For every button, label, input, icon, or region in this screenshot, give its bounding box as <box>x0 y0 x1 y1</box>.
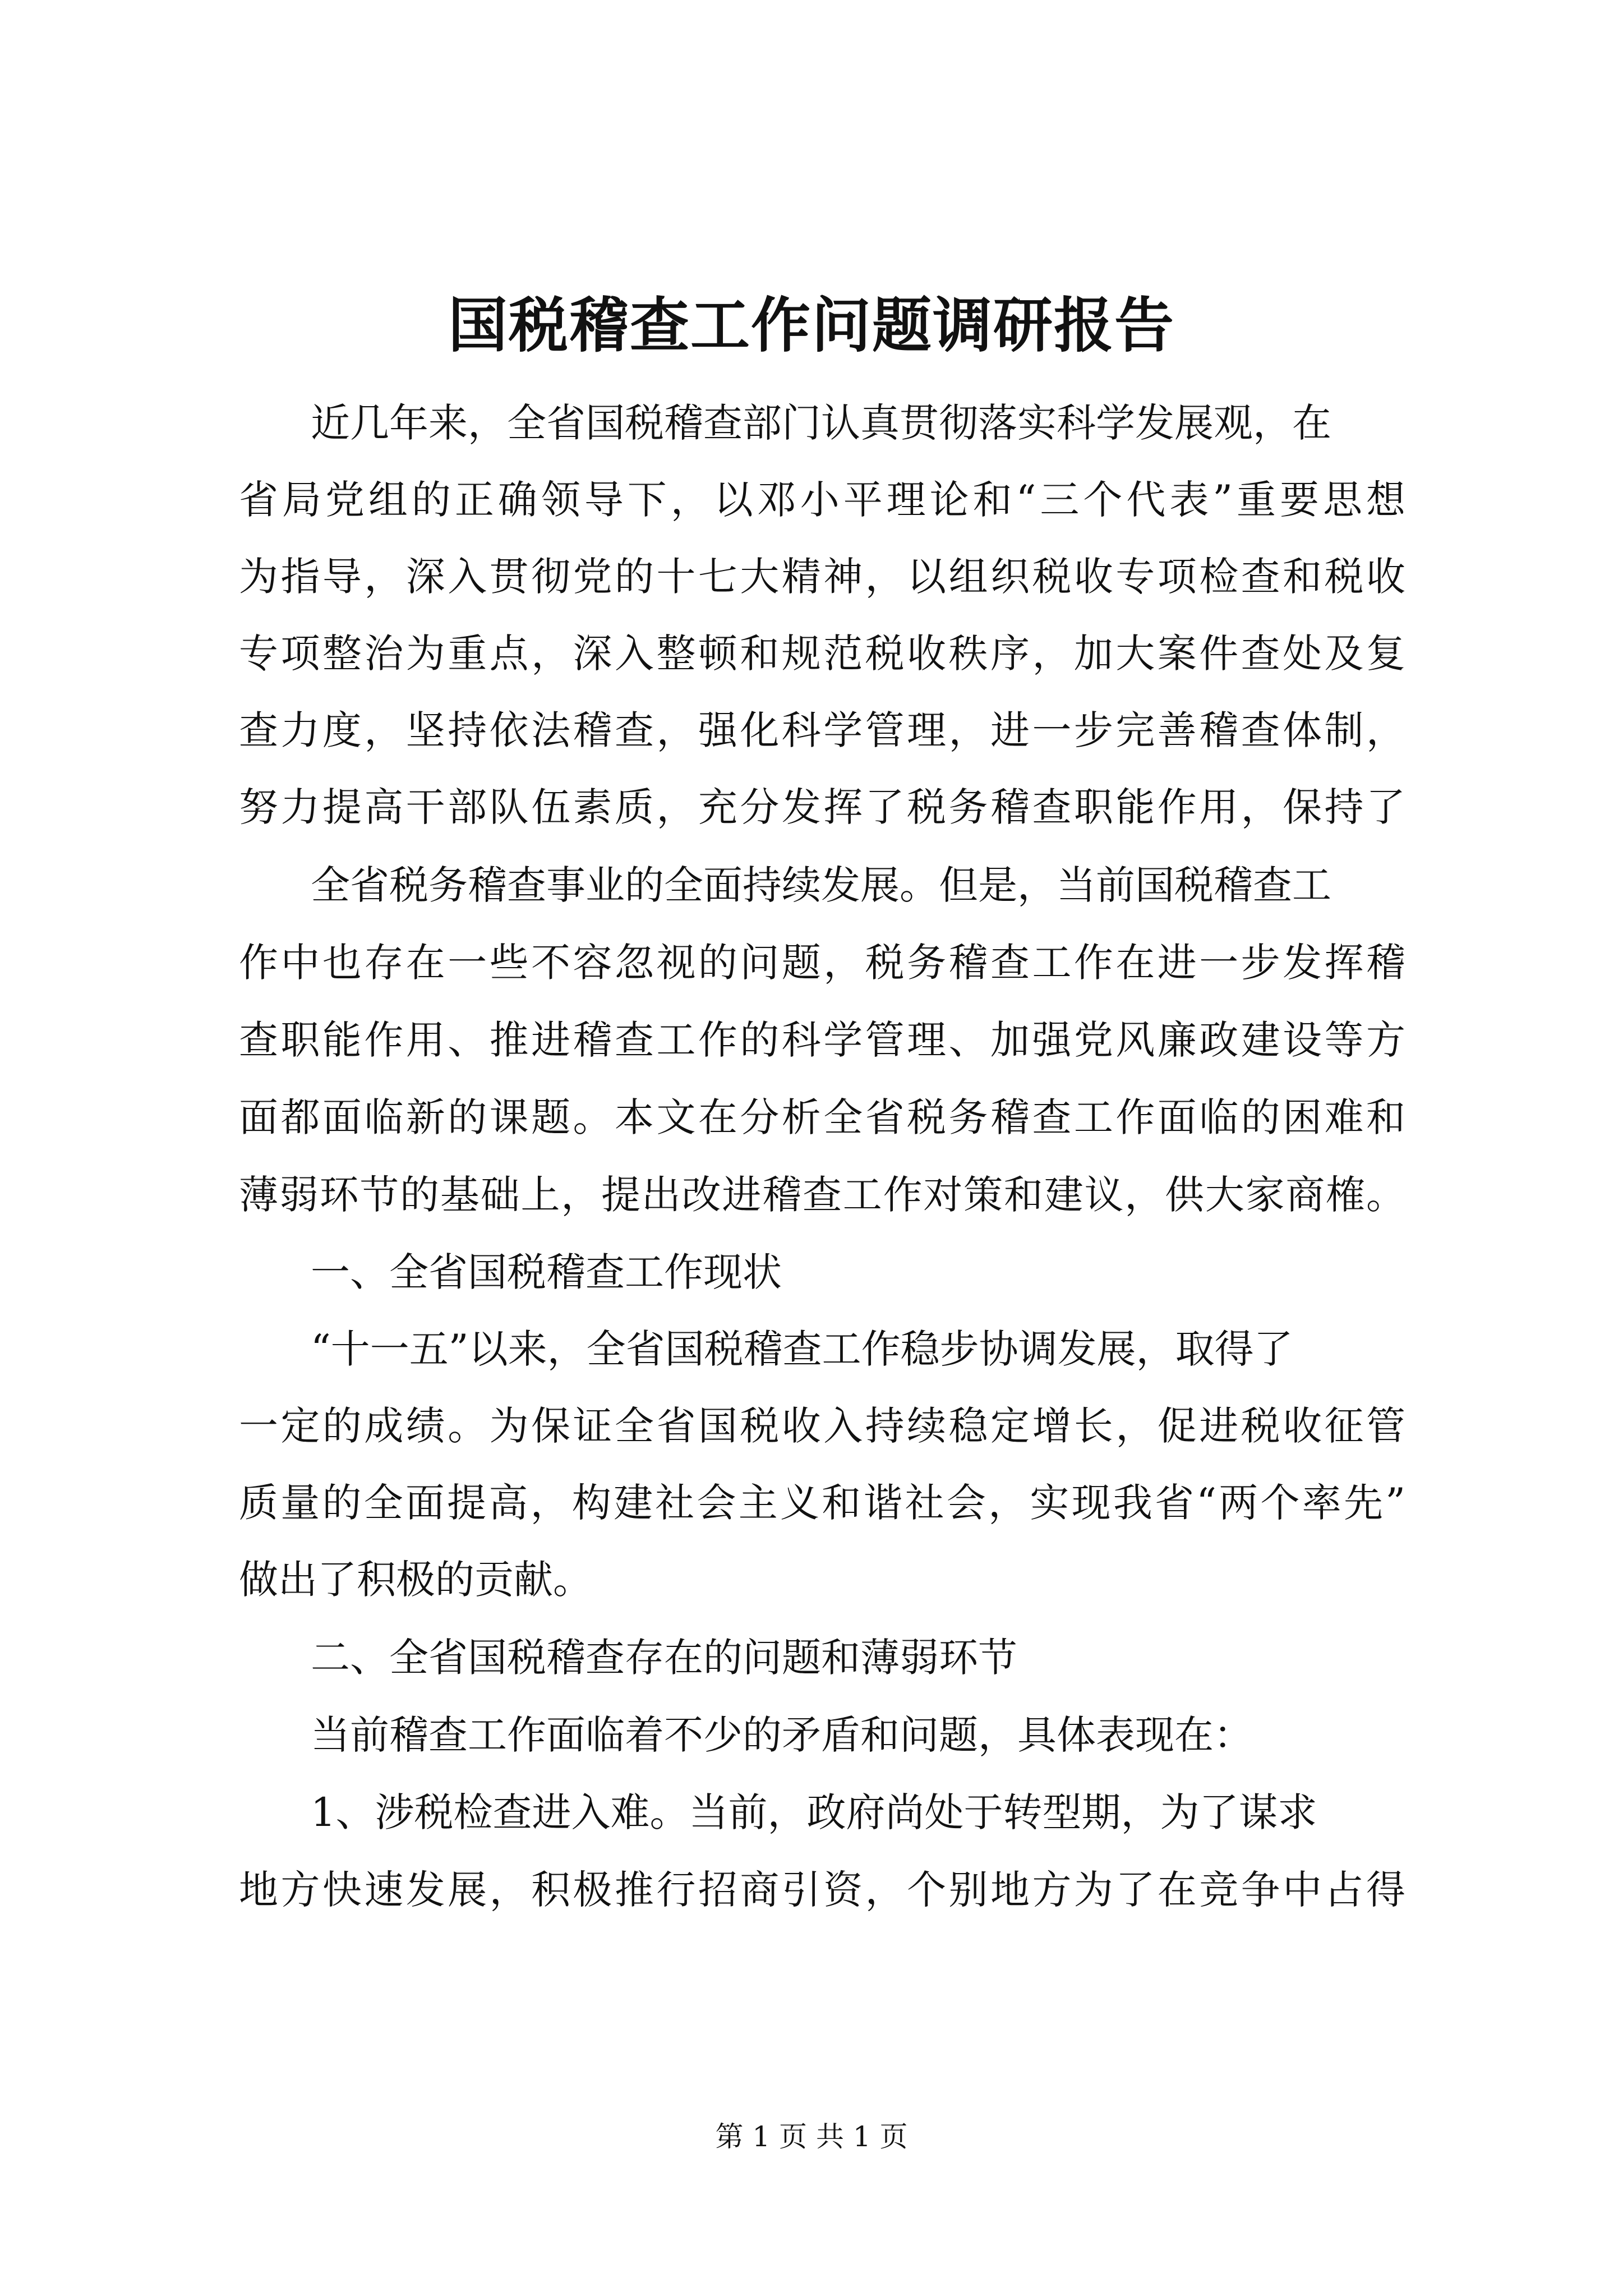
body-line: 近几年来，全省国税稽查部门认真贯彻落实科学发展观，在 <box>311 400 1331 446</box>
body-line: 为指导，深入贯彻党的十七大精神，以组织税收专项检查和税收 <box>239 554 1405 600</box>
section-heading: 一、全省国税稽查工作现状 <box>311 1249 782 1295</box>
body-line: 地方快速发展，积极推行招商引资，个别地方为了在竞争中占得 <box>239 1867 1405 1913</box>
body-line: 一定的成绩。为保证全省国税收入持续稳定增长，促进税收征管 <box>239 1403 1405 1449</box>
body-line: 作中也存在一些不容忽视的问题，税务稽查工作在进一步发挥稽 <box>239 940 1405 986</box>
body-line: 努力提高干部队伍素质，充分发挥了税务稽查职能作用，保持了 <box>239 784 1405 830</box>
body-line: 查力度，坚持依法稽查，强化科学管理，进一步完善稽查体制， <box>239 707 1405 753</box>
body-line: 专项整治为重点，深入整顿和规范税收秩序，加大案件查处及复 <box>239 631 1405 677</box>
body-line: 面都面临新的课题。本文在分析全省税务稽查工作面临的困难和 <box>239 1094 1405 1140</box>
body-line: 质量的全面提高，构建社会主义和谐社会，实现我省“两个率先” <box>239 1480 1405 1526</box>
body-line: “十一五”以来，全省国税稽查工作稳步协调发展，取得了 <box>311 1326 1293 1372</box>
body-line: 做出了积极的贡献。 <box>239 1557 592 1603</box>
body-line: 当前稽查工作面临着不少的矛盾和问题，具体表现在： <box>311 1712 1253 1758</box>
section-heading: 二、全省国税稽查存在的问题和薄弱环节 <box>311 1635 1017 1681</box>
body-line: 全省税务稽查事业的全面持续发展。但是，当前国税稽查工 <box>311 862 1331 908</box>
body-line: 查职能作用、推进稽查工作的科学管理、加强党风廉政建设等方 <box>239 1017 1405 1063</box>
page-footer: 第 1 页 共 1 页 <box>715 2120 908 2153</box>
document-title: 国税稽查工作问题调研报告 <box>448 290 1175 360</box>
body-line: 1、涉税检查进入难。当前，政府尚处于转型期，为了谋求 <box>311 1789 1317 1835</box>
body-line: 省局党组的正确领导下，以邓小平理论和“三个代表”重要思想 <box>239 477 1405 523</box>
body-line: 薄弱环节的基础上，提出改进稽查工作对策和建议，供大家商榷。 <box>239 1172 1405 1218</box>
